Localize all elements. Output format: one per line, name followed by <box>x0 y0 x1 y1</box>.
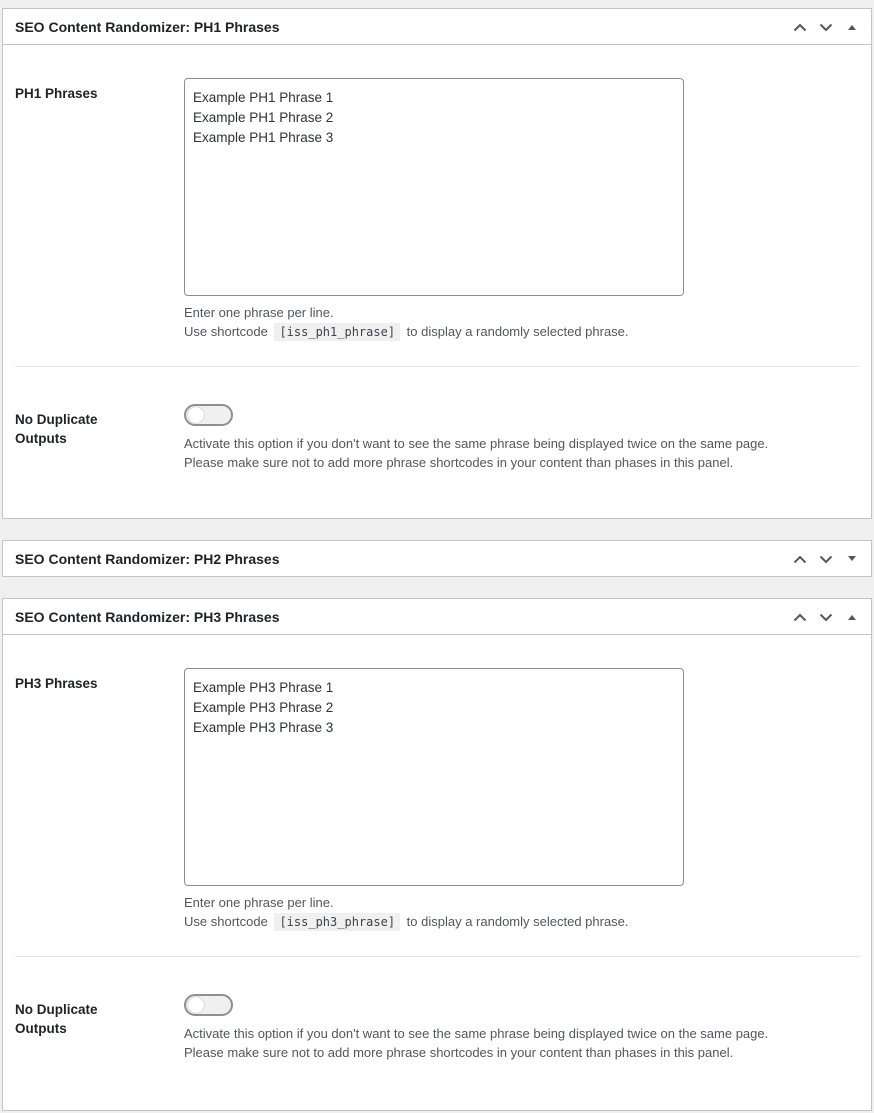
move-down-button[interactable] <box>813 541 839 577</box>
phrases-help <box>184 303 844 342</box>
no-duplicate-desc <box>184 434 844 472</box>
postbox-header[interactable] <box>3 541 871 577</box>
no-duplicate-toggle[interactable] <box>184 994 233 1016</box>
triangle-down-icon <box>847 556 857 562</box>
no-duplicate-label <box>15 1000 155 1038</box>
move-down-button[interactable] <box>813 599 839 635</box>
postbox-title: SEO Content Randomizer: PH1 Phrases <box>15 18 280 35</box>
toggle-panel-button[interactable] <box>839 599 865 635</box>
triangle-up-icon <box>847 24 857 30</box>
phrases-textarea[interactable]: Example PH1 Phrase 1 Example PH1 Phrase 2 Example PH1 Phrase 3 <box>184 78 684 296</box>
postbox-title: SEO Content Randomizer: PH3 Phrases <box>15 608 280 625</box>
help-tail-text: to display a randomly selected phrase. <box>406 324 629 339</box>
postbox-ph1 <box>2 8 872 519</box>
toggle-panel-button[interactable] <box>839 541 865 577</box>
no-duplicate-label-line2: Outputs <box>15 1021 67 1036</box>
chevron-down-icon <box>819 23 833 32</box>
help-line-2 <box>184 912 844 932</box>
help-tail-text: to display a randomly selected phrase. <box>406 914 629 929</box>
phrases-textarea[interactable]: Example PH3 Phrase 1 Example PH3 Phrase 2 Example PH3 Phrase 3 <box>184 668 684 886</box>
postbox-title: SEO Content Randomizer: PH2 Phrases <box>15 551 280 567</box>
phrases-label: PH1 Phrases <box>15 86 98 101</box>
help-use-text: Use shortcode <box>184 914 268 929</box>
help-line-1: Enter one phrase per line. <box>184 895 334 910</box>
divider <box>15 366 859 367</box>
help-line-2 <box>184 322 844 342</box>
no-duplicate-desc-2: Please make sure not to add more phrase shortcodes in your content than phases in this panel. <box>184 1045 734 1060</box>
help-line-1: Enter one phrase per line. <box>184 305 334 320</box>
postbox-ph3 <box>2 598 872 1111</box>
chevron-up-icon <box>793 23 807 32</box>
no-duplicate-label-line1: No Duplicate <box>15 1002 98 1017</box>
shortcode: [iss_ph3_phrase] <box>274 913 400 931</box>
postbox-header[interactable] <box>3 9 871 45</box>
chevron-down-icon <box>819 613 833 622</box>
no-duplicate-desc <box>184 1024 844 1062</box>
no-duplicate-label-line2: Outputs <box>15 431 67 446</box>
move-up-button[interactable] <box>787 9 813 45</box>
chevron-down-icon <box>819 555 833 564</box>
toggle-panel-button[interactable] <box>839 9 865 45</box>
move-up-button[interactable] <box>787 599 813 635</box>
chevron-up-icon <box>793 613 807 622</box>
move-up-button[interactable] <box>787 541 813 577</box>
no-duplicate-label-line1: No Duplicate <box>15 412 98 427</box>
no-duplicate-desc-2: Please make sure not to add more phrase shortcodes in your content than phases in this panel. <box>184 455 734 470</box>
triangle-up-icon <box>847 614 857 620</box>
postbox-header[interactable] <box>3 599 871 635</box>
toggle-knob <box>188 997 204 1013</box>
phrases-label: PH3 Phrases <box>15 676 98 691</box>
no-duplicate-toggle[interactable] <box>184 404 233 426</box>
chevron-up-icon <box>793 555 807 564</box>
postbox-ph2 <box>2 540 872 577</box>
move-down-button[interactable] <box>813 9 839 45</box>
no-duplicate-desc-1: Activate this option if you don't want to see the same phrase being displayed twice on the same page. <box>184 436 769 451</box>
divider <box>15 956 859 957</box>
no-duplicate-label <box>15 410 155 448</box>
phrases-help <box>184 893 844 932</box>
help-use-text: Use shortcode <box>184 324 268 339</box>
shortcode: [iss_ph1_phrase] <box>274 323 400 341</box>
toggle-knob <box>188 407 204 423</box>
no-duplicate-desc-1: Activate this option if you don't want to see the same phrase being displayed twice on the same page. <box>184 1026 769 1041</box>
